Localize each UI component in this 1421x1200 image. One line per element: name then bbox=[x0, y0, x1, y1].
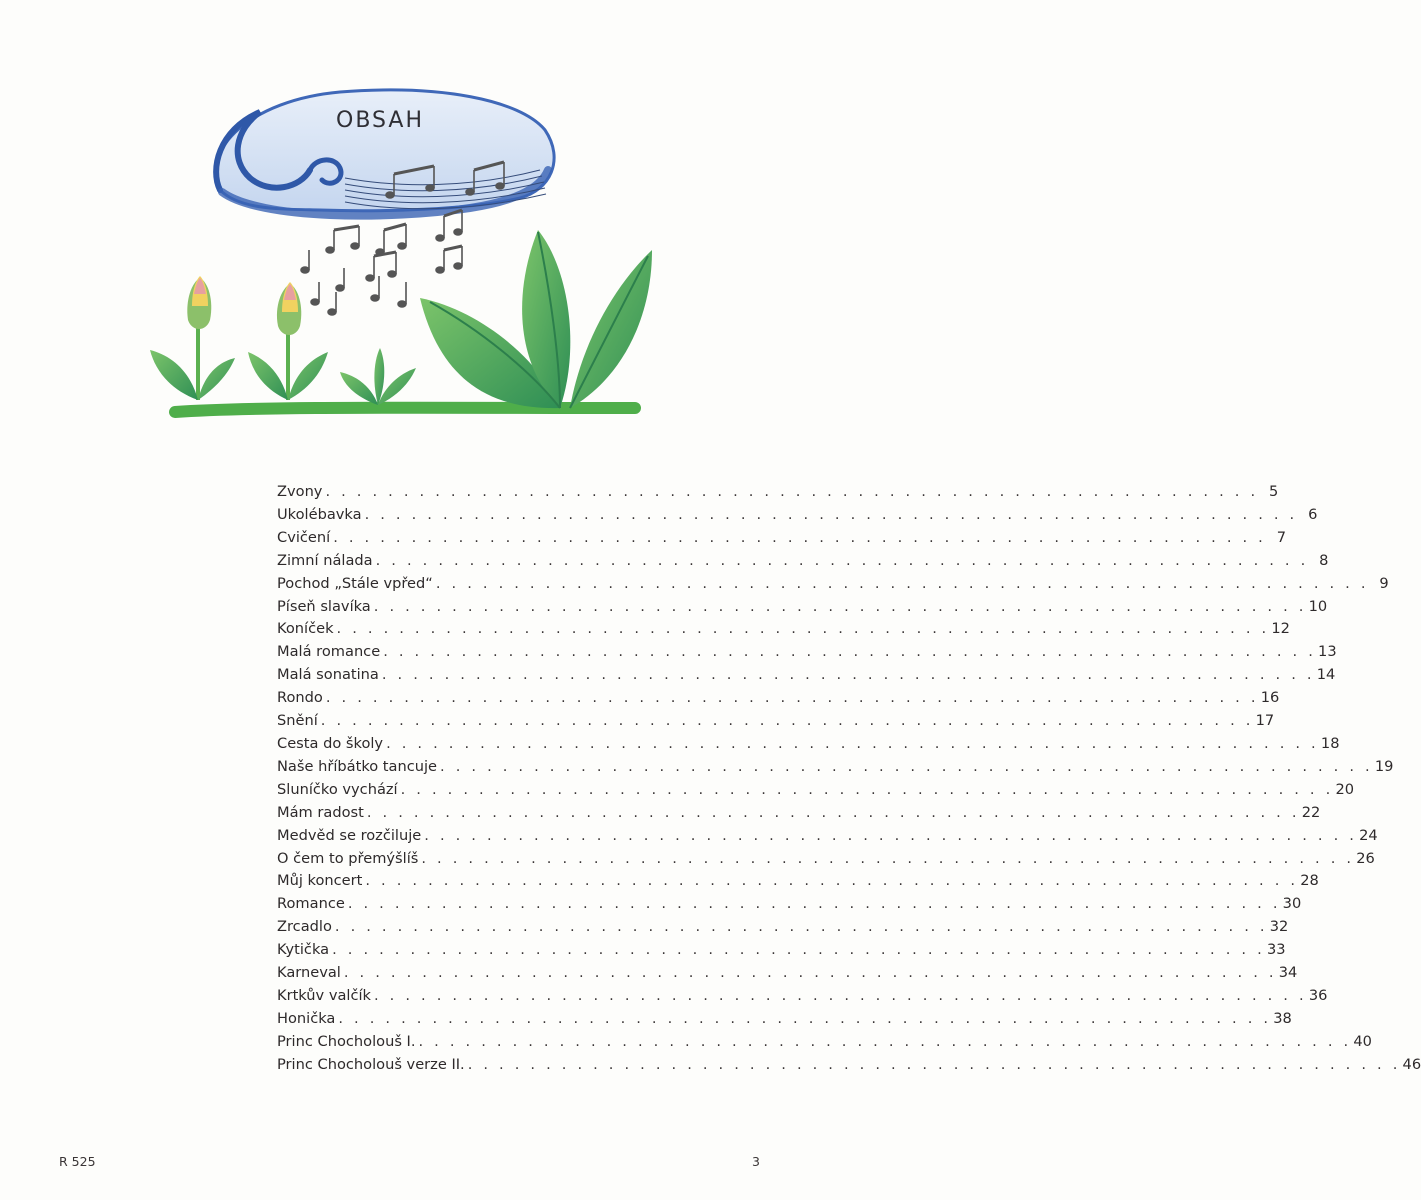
toc-leader-dots: . . . . . . . . . . . . . . . . . . . . . . . . . . . . . . . . . . . . . . . . . . . . . . . . . . . . . . . . . . . . bbox=[421, 849, 1355, 867]
toc-entry-page: 6 bbox=[1308, 505, 1318, 523]
toc-entry bbox=[277, 756, 1394, 779]
toc-entry bbox=[277, 779, 1355, 802]
toc-entry bbox=[277, 870, 1319, 893]
toc-entry bbox=[277, 641, 1337, 664]
toc-entry-title: Cvičení bbox=[277, 528, 331, 546]
toc-leader-dots: . . . . . . . . . . . . . . . . . . . . . . . . . . . . . . . . . . . . . . . . . . . . . . . . . . . . . . . . . . . . bbox=[365, 872, 1299, 890]
toc-leader-dots: . . . . . . . . . . . . . . . . . . . . . . . . . . . . . . . . . . . . . . . . . . . . . . . . . . . . . . . . . . . . bbox=[343, 964, 1277, 982]
toc-entry-page: 26 bbox=[1356, 849, 1375, 867]
toc-leader-dots: . . . . . . . . . . . . . . . . . . . . . . . . . . . . . . . . . . . . . . . . . . . . . . . . . . . . . . . . . . . . bbox=[364, 505, 1298, 523]
toc-entry-page: 34 bbox=[1278, 964, 1298, 982]
toc-entry-title: Sluníčko vychází bbox=[277, 780, 398, 798]
toc-entry-title: Mám radost bbox=[277, 803, 364, 821]
toc-entry-title: Ukolébavka bbox=[277, 505, 362, 523]
toc-entry bbox=[277, 848, 1375, 871]
toc-entry-page: 22 bbox=[1301, 803, 1321, 821]
toc-entry-page: 19 bbox=[1374, 757, 1394, 775]
toc-entry-page: 8 bbox=[1319, 551, 1329, 569]
toc-leader-dots: . . . . . . . . . . . . . . . . . . . . . . . . . . . . . . . . . . . . . . . . . . . . . . . . . . . . . . . . . . . . bbox=[325, 483, 1259, 500]
toc-leader-dots: . . . . . . . . . . . . . . . . . . . . . . . . . . . . . . . . . . . . . . . . . . . . . . . . . . . . . . . . . . . . bbox=[381, 666, 1315, 684]
toc-leader-dots: . . . . . . . . . . . . . . . . . . . . . . . . . . . . . . . . . . . . . . . . . . . . . . . . . . . . . . . . . . . . bbox=[320, 712, 1254, 730]
toc-entry-title: Zimní nálada bbox=[277, 551, 373, 569]
toc-leader-dots: . . . . . . . . . . . . . . . . . . . . . . . . . . . . . . . . . . . . . . . . . . . . . . . . . . . . . . . . . . . . bbox=[332, 941, 1265, 959]
toc-entry-page: 20 bbox=[1335, 780, 1355, 798]
toc-entry bbox=[277, 733, 1340, 756]
toc-entry-page: 5 bbox=[1269, 483, 1279, 500]
toc-entry bbox=[277, 962, 1298, 985]
toc-entry bbox=[277, 504, 1318, 527]
toc-leader-dots: . . . . . . . . . . . . . . . . . . . . . . . . . . . . . . . . . . . . . . . . . . . . . . . . . . . . . . . . . . . . bbox=[373, 597, 1307, 615]
flower-left bbox=[150, 276, 235, 400]
toc-entry-title: Romance bbox=[277, 895, 345, 913]
toc-entry bbox=[277, 893, 1302, 916]
toc-entry-page: 17 bbox=[1255, 712, 1275, 730]
toc-leader-dots: . . . . . . . . . . . . . . . . . . . . . . . . . . . . . . . . . . . . . . . . . . . . . . . . . . . . . . . . . . . . bbox=[424, 826, 1358, 844]
toc-leader-dots: . . . . . . . . . . . . . . . . . . . . . . . . . . . . . . . . . . . . . . . . . . . . . . . . . . . . . . . . . . . . bbox=[440, 757, 1373, 775]
catalog-code: R 525 bbox=[59, 1154, 96, 1169]
toc-entry-page: 16 bbox=[1260, 689, 1280, 707]
toc-entry bbox=[277, 550, 1329, 573]
toc-entry-title: Honička bbox=[277, 1009, 336, 1027]
toc-entry-title: Krtkův valčík bbox=[277, 986, 371, 1004]
toc-entry-title: Snění bbox=[277, 712, 318, 730]
toc-leader-dots: . . . . . . . . . . . . . . . . . . . . . . . . . . . . . . . . . . . . . . . . . . . . . . . . . . . . . . . . . . . . bbox=[325, 689, 1259, 707]
toc-entry bbox=[277, 825, 1378, 848]
toc-leader-dots: . . . . . . . . . . . . . . . . . . . . . . . . . . . . . . . . . . . . . . . . . . . . . . . . . . . . . . . . . . . . bbox=[418, 1032, 1352, 1050]
page-title: OBSAH bbox=[336, 108, 424, 133]
table-of-contents bbox=[277, 481, 1421, 1077]
toc-leader-dots: . . . . . . . . . . . . . . . . . . . . . . . . . . . . . . . . . . . . . . . . . . . . . . . . . . . . . . . . . . . . bbox=[347, 895, 1281, 913]
toc-entry-page: 13 bbox=[1318, 643, 1337, 661]
toc-entry-title: Koníček bbox=[277, 620, 334, 638]
toc-entry-page: 9 bbox=[1379, 574, 1389, 592]
toc-entry bbox=[277, 573, 1389, 596]
toc-entry bbox=[277, 527, 1287, 550]
toc-entry-title: Malá romance bbox=[277, 643, 381, 661]
toc-entry-page: 46 bbox=[1402, 1055, 1421, 1073]
toc-leader-dots: . . . . . . . . . . . . . . . . . . . . . . . . . . . . . . . . . . . . . . . . . . . . . . . . . . . . . . . . . . . . bbox=[386, 734, 1319, 752]
toc-entry bbox=[277, 481, 1279, 504]
toc-leader-dots: . . . . . . . . . . . . . . . . . . . . . . . . . . . . . . . . . . . . . . . . . . . . . . . . . . . . . . . . . . . . bbox=[383, 643, 1317, 661]
toc-entry bbox=[277, 1054, 1421, 1077]
toc-leader-dots: . . . . . . . . . . . . . . . . . . . . . . . . . . . . . . . . . . . . . . . . . . . . . . . . . . . . . . . . . . . . bbox=[336, 620, 1270, 638]
toc-entry-page: 30 bbox=[1282, 895, 1302, 913]
sprout bbox=[340, 348, 416, 405]
toc-entry-title: Kytička bbox=[277, 941, 330, 959]
toc-leader-dots: . . . . . . . . . . . . . . . . . . . . . . . . . . . . . . . . . . . . . . . . . . . . . . . . . . . . . . . . . . . . bbox=[467, 1055, 1401, 1073]
toc-entry-page: 36 bbox=[1308, 986, 1328, 1004]
toc-entry-title: Karneval bbox=[277, 964, 341, 982]
toc-entry bbox=[277, 596, 1328, 619]
toc-entry-page: 28 bbox=[1300, 872, 1319, 890]
toc-entry bbox=[277, 664, 1336, 687]
toc-entry bbox=[277, 687, 1280, 710]
toc-entry-title: Můj koncert bbox=[277, 872, 363, 890]
grass-ground bbox=[175, 408, 635, 412]
toc-entry-title: Medvěd se rozčiluje bbox=[277, 826, 422, 844]
toc-entry bbox=[277, 939, 1286, 962]
toc-entry-page: 10 bbox=[1308, 597, 1328, 615]
toc-entry-title: Princ Chocholouš I. bbox=[277, 1032, 416, 1050]
toc-entry-page: 24 bbox=[1359, 826, 1378, 844]
toc-entry-page: 18 bbox=[1320, 734, 1340, 752]
large-leaves bbox=[420, 230, 652, 408]
toc-entry bbox=[277, 802, 1321, 825]
toc-leader-dots: . . . . . . . . . . . . . . . . . . . . . . . . . . . . . . . . . . . . . . . . . . . . . . . . . . . . . . . . . . . . bbox=[366, 803, 1300, 821]
toc-entry-title: Rondo bbox=[277, 689, 323, 707]
toc-entry bbox=[277, 618, 1290, 641]
toc-entry bbox=[277, 916, 1289, 939]
toc-leader-dots: . . . . . . . . . . . . . . . . . . . . . . . . . . . . . . . . . . . . . . . . . . . . . . . . . . . . . . . . . . . . bbox=[373, 986, 1307, 1004]
toc-leader-dots: . . . . . . . . . . . . . . . . . . . . . . . . . . . . . . . . . . . . . . . . . . . . . . . . . . . . . . . . . . . . bbox=[400, 780, 1334, 798]
toc-entry-page: 38 bbox=[1273, 1009, 1292, 1027]
toc-entry-title: Zvony bbox=[277, 483, 323, 500]
toc-entry-page: 33 bbox=[1266, 941, 1286, 959]
toc-entry-page: 32 bbox=[1269, 918, 1289, 936]
toc-entry-title: O čem to přemýšlíš bbox=[277, 849, 419, 867]
toc-leader-dots: . . . . . . . . . . . . . . . . . . . . . . . . . . . . . . . . . . . . . . . . . . . . . . . . . . . . . . . . . . . . bbox=[338, 1009, 1272, 1027]
toc-entry-page: 40 bbox=[1353, 1032, 1372, 1050]
toc-entry-title: Píseň slavíka bbox=[277, 597, 371, 615]
page-number: 3 bbox=[752, 1154, 760, 1169]
toc-leader-dots: . . . . . . . . . . . . . . . . . . . . . . . . . . . . . . . . . . . . . . . . . . . . . . . . . . . . . . . . . . . . bbox=[375, 551, 1309, 569]
toc-entry-page: 7 bbox=[1276, 528, 1287, 546]
toc-entry-title: Pochod „Stále vpřed“ bbox=[277, 574, 433, 592]
toc-entry bbox=[277, 710, 1275, 733]
toc-leader-dots: . . . . . . . . . . . . . . . . . . . . . . . . . . . . . . . . . . . . . . . . . . . . . . . . . . . . . . . . . . . . bbox=[333, 528, 1267, 546]
toc-entry-page: 14 bbox=[1316, 666, 1336, 684]
toc-leader-dots: . . . . . . . . . . . . . . . . . . . . . . . . . . . . . . . . . . . . . . . . . . . . . . . . . . . . . . . . . . . . bbox=[435, 574, 1369, 592]
toc-entry-page: 12 bbox=[1271, 620, 1290, 638]
toc-entry bbox=[277, 1031, 1372, 1054]
toc-entry bbox=[277, 985, 1328, 1008]
toc-entry-title: Cesta do školy bbox=[277, 734, 384, 752]
toc-entry bbox=[277, 1008, 1292, 1031]
toc-entry-title: Princ Chocholouš verze II. bbox=[277, 1055, 465, 1073]
toc-entry-title: Malá sonatina bbox=[277, 666, 379, 684]
toc-entry-title: Naše hříbátko tancuje bbox=[277, 757, 438, 775]
toc-leader-dots: . . . . . . . . . . . . . . . . . . . . . . . . . . . . . . . . . . . . . . . . . . . . . . . . . . . . . . . . . . . . bbox=[334, 918, 1268, 936]
toc-entry-title: Zrcadlo bbox=[277, 918, 332, 936]
